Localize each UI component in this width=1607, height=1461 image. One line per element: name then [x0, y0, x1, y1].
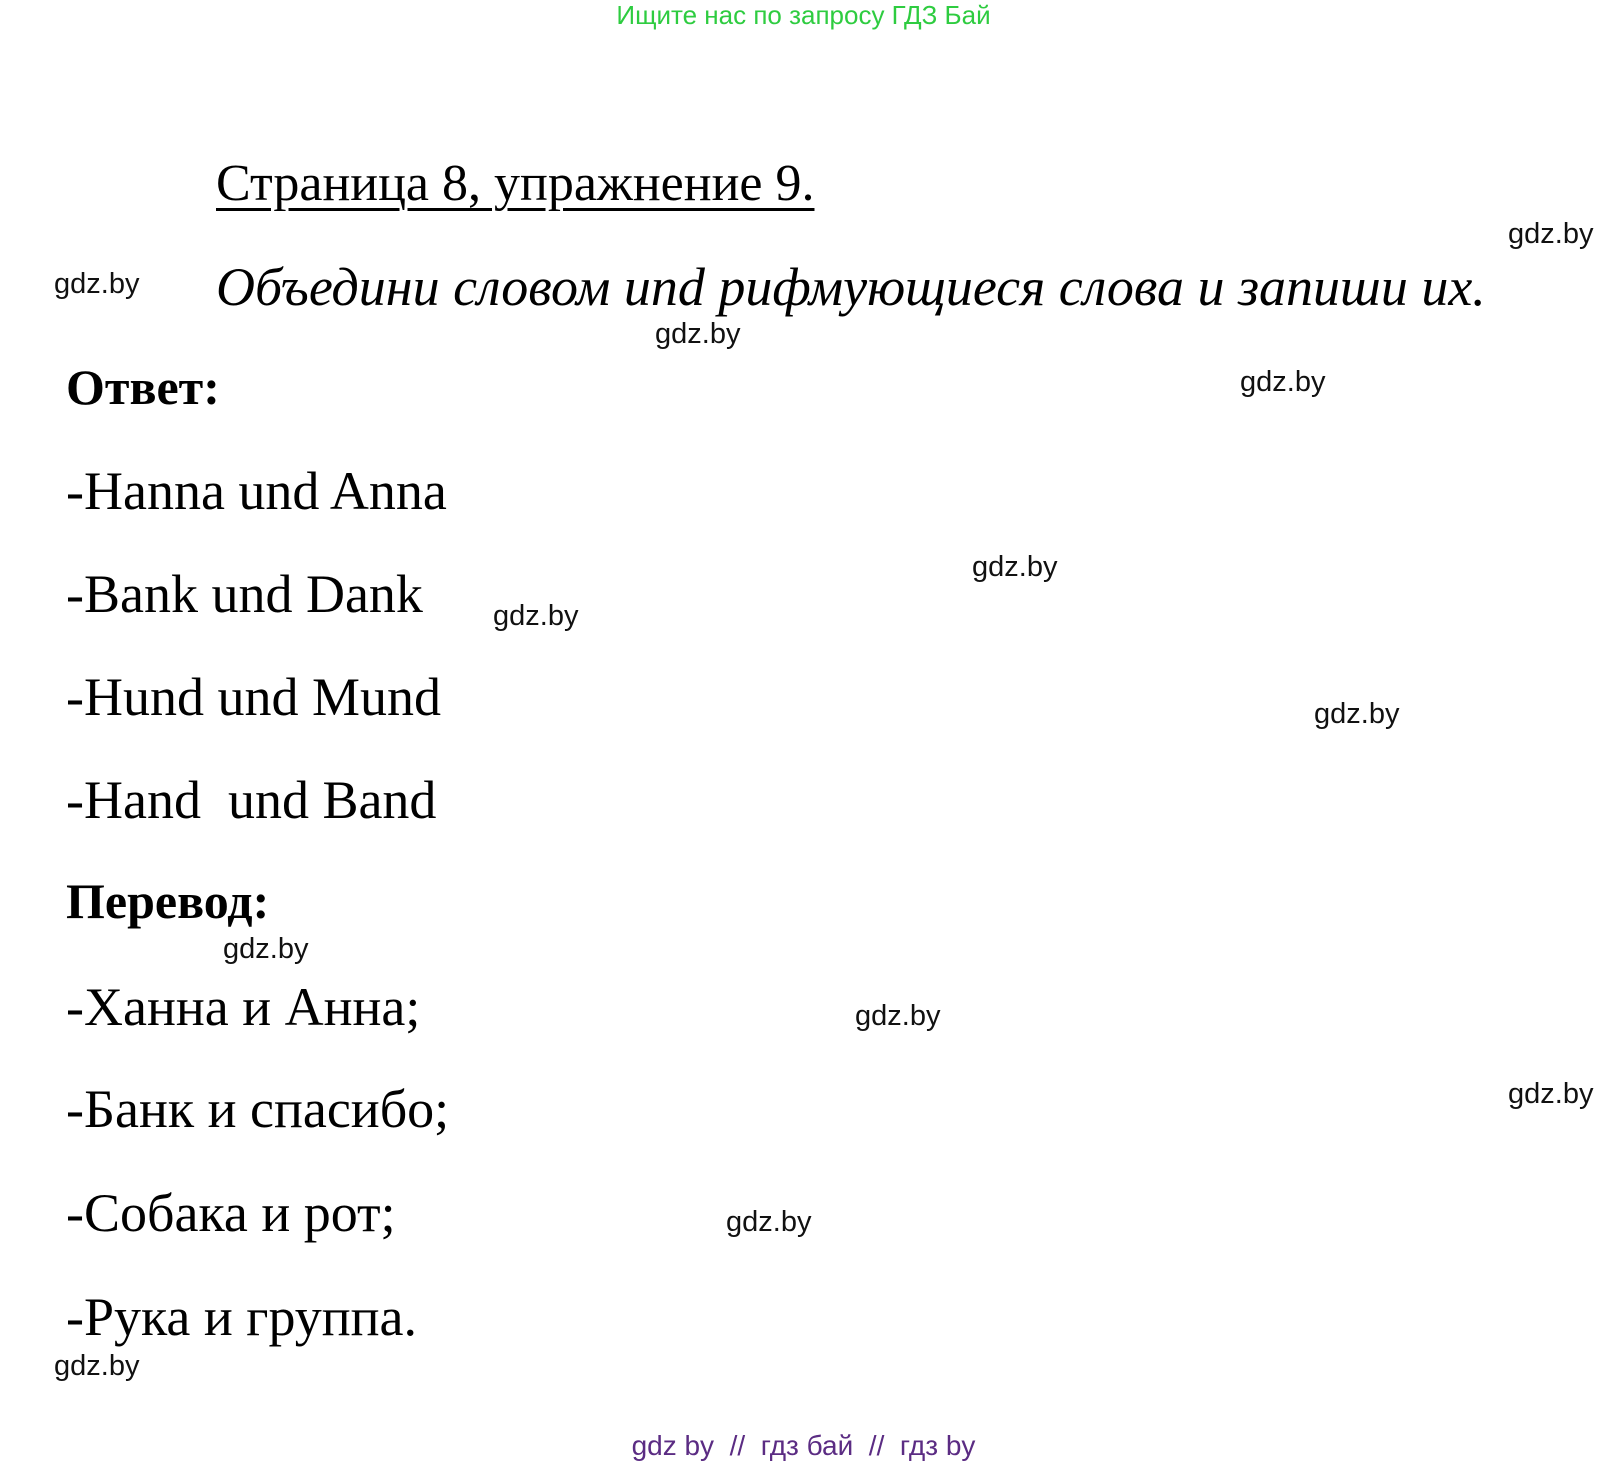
watermark: gdz.by: [1240, 366, 1326, 398]
watermark: gdz.by: [54, 268, 140, 300]
watermark: gdz.by: [1314, 698, 1400, 730]
translation-line: -Собака и рот;: [66, 1183, 396, 1243]
watermark: gdz.by: [655, 318, 741, 350]
footer-links: gdz by // гдз бай // гдз by: [631, 1430, 976, 1461]
watermark: gdz.by: [726, 1206, 812, 1238]
translation-line: -Банк и спасибо;: [66, 1079, 450, 1139]
answer-line: -Bank und Dank: [66, 564, 423, 624]
top-banner: Ищите нас по запросу ГДЗ Бай: [616, 0, 991, 30]
watermark: gdz.by: [972, 551, 1058, 583]
translation-line: -Ханна и Анна;: [66, 977, 421, 1037]
answer-line: -Hand und Band: [66, 770, 437, 830]
translation-line: -Рука и группа.: [66, 1287, 417, 1347]
watermark: gdz.by: [493, 600, 579, 632]
answer-heading: Ответ:: [66, 359, 220, 415]
watermark: gdz.by: [223, 933, 309, 965]
answer-line: -Hanna und Anna: [66, 461, 447, 521]
page-title: Страница 8, упражнение 9.: [216, 155, 815, 212]
watermark: gdz.by: [855, 1000, 941, 1032]
watermark: gdz.by: [1508, 218, 1594, 250]
translation-heading: Перевод:: [66, 873, 270, 929]
task-instruction: Объедини словом und рифмующиеся слова и запиши их.: [216, 257, 1486, 317]
answer-line: -Hund und Mund: [66, 667, 441, 727]
watermark: gdz.by: [54, 1350, 140, 1382]
watermark: gdz.by: [1508, 1078, 1594, 1110]
